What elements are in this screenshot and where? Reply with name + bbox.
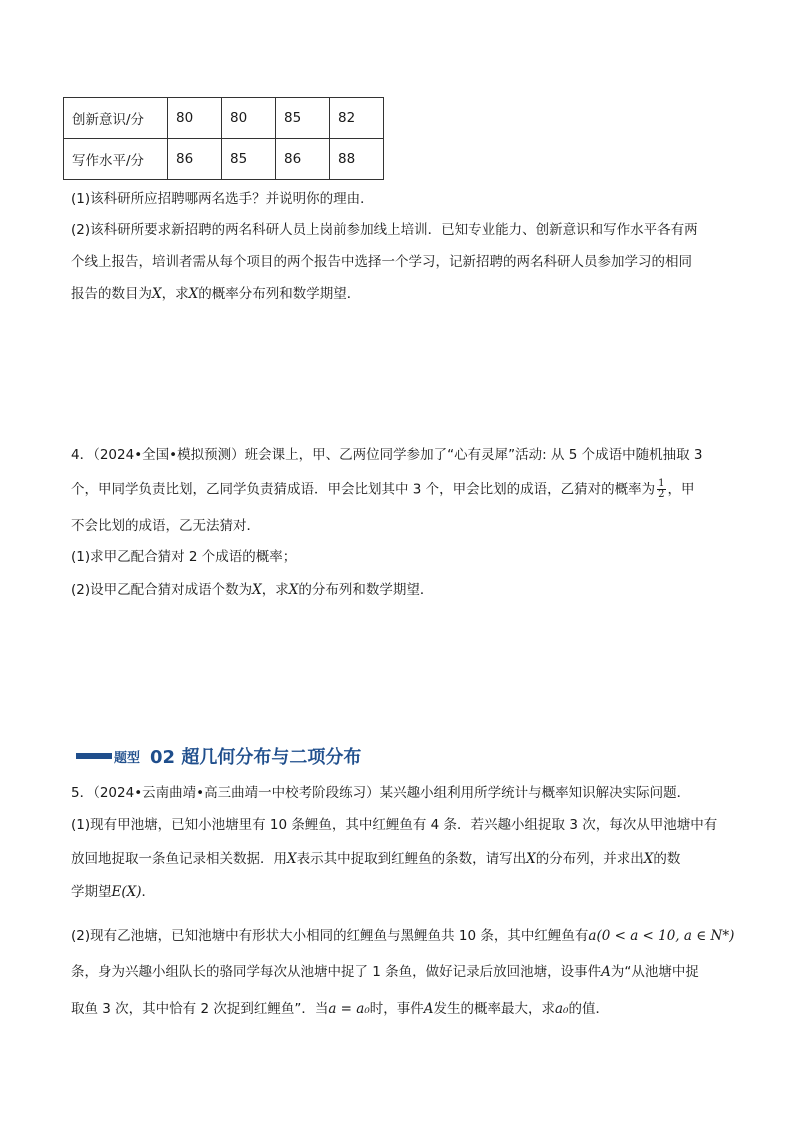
text: 表示其中捉取到红鲤鱼的条数，请写出 [296, 851, 527, 867]
fraction [657, 479, 665, 500]
text: ，求 [261, 582, 289, 598]
q3-part2-line3 [71, 284, 724, 304]
q5-part2-line2 [71, 962, 724, 982]
score-table [63, 97, 384, 180]
text: ，求 [161, 286, 189, 302]
table-cell: 86 [168, 139, 222, 180]
math-var-x: X [188, 286, 199, 302]
math-var-x: X [643, 851, 654, 867]
table-row [64, 139, 384, 180]
text: 报告的数目为 [71, 286, 152, 302]
section-heading [76, 743, 361, 769]
q4-part1: (1)求甲乙配合猜对 2 个成语的概率； [71, 549, 297, 565]
fraction-numerator: 1 [658, 478, 665, 489]
text: ，甲 [667, 481, 695, 498]
table-cell: 85 [276, 98, 330, 139]
math-a0: a₀ [555, 1001, 569, 1017]
q3-part2-line2: 个线上报告，培训者需从每个项目的两个报告中选择一个学习，记新招聘的两名科研人员参加学习的相同 [71, 254, 692, 270]
text: 的分布列，并求出 [535, 851, 644, 867]
math-condition: a(0 < a < 10, a ∈ N*) [588, 928, 735, 944]
section-tag: 题型 [114, 750, 141, 766]
text: 放回地捉取一条鱼记录相关数据．用 [71, 851, 287, 867]
table-cell: 80 [222, 98, 276, 139]
row-label: 写作水平/分 [64, 139, 168, 180]
table-cell: 88 [330, 139, 384, 180]
table-cell: 82 [330, 98, 384, 139]
q3-part1: (1)该科研所应招聘哪两名选手？并说明你的理由． [71, 191, 374, 207]
q5-part2-line3 [71, 999, 724, 1019]
text: 的数 [653, 851, 681, 867]
section-title: 02 超几何分布与二项分布 [150, 747, 362, 768]
math-var-a: A [423, 1001, 434, 1017]
math-var-x: X [288, 582, 299, 598]
row-label: 创新意识/分 [64, 98, 168, 139]
q5-part1-line2 [71, 849, 724, 869]
text: 的值． [568, 1001, 609, 1017]
q4-stem-line2 [71, 479, 724, 500]
text: 的概率分布列和数学期望． [198, 286, 361, 302]
q4-stem-line3: 不会比划的成语，乙无法猜对． [71, 518, 260, 534]
text: 为“从池塘中捉 [610, 964, 699, 980]
math-var-x: X [526, 851, 536, 867]
q5-part1-line3 [71, 882, 724, 902]
math-var-a: A [601, 964, 611, 980]
math-var-x: X [287, 851, 297, 867]
table-cell: 85 [222, 139, 276, 180]
text: (2)现有乙池塘，已知池塘中有形状大小相同的红鲤鱼与黑鲤鱼共 10 条，其中红鲤鱼有 [71, 928, 589, 944]
q5-stem: 5．（2024•云南曲靖•高三曲靖一中校考阶段练习）某兴趣小组利用所学统计与概率知识解决实际问题． [71, 785, 691, 801]
table-row [64, 98, 384, 139]
q3-part2-line1: (2)该科研所要求新招聘的两名科研人员上岗前参加线上培训．已知专业能力、创新意识和写作水平各有两 [71, 222, 698, 238]
text: 发生的概率最大，求 [433, 1001, 555, 1017]
q5-part2-line1 [71, 926, 735, 946]
text: 取鱼 3 次，其中恰有 2 次捉到红鲤鱼”．当 [71, 1001, 329, 1017]
text: 个，甲同学负责比划，乙同学负责猜成语．甲会比划其中 3 个，甲会比划的成语，乙猜对的概率为 [71, 481, 656, 498]
q5-part1-line1: (1)现有甲池塘，已知小池塘里有 10 条鲤鱼，其中红鲤鱼有 4 条．若兴趣小组捉取 3 次，每次从甲池塘中有 [71, 817, 718, 833]
math-var-x: X [152, 286, 162, 302]
text: 时，事件 [369, 1001, 424, 1017]
math-a-equals-a0: a = a₀ [328, 1001, 370, 1017]
text: 的分布列和数学期望． [298, 582, 434, 598]
table-cell: 86 [276, 139, 330, 180]
text: 学期望 [71, 884, 112, 900]
math-var-x: X [252, 582, 262, 598]
text: ． [141, 884, 155, 900]
text: 条，身为兴趣小组队长的骆同学每次从池塘中捉了 1 条鱼，做好记录后放回池塘，设事件 [71, 964, 602, 980]
math-expectation: E(X) [111, 884, 142, 900]
text: (2)设甲乙配合猜对成语个数为 [71, 582, 253, 598]
fraction-denominator: 2 [658, 489, 665, 500]
table-cell: 80 [168, 98, 222, 139]
q4-part2 [71, 580, 724, 600]
q4-stem-line1: 4．（2024•全国•模拟预测）班会课上，甲、乙两位同学参加了“心有灵犀”活动: 从 5 个成语中随机抽取 3 [71, 447, 703, 463]
section-bar-decoration [76, 753, 112, 759]
